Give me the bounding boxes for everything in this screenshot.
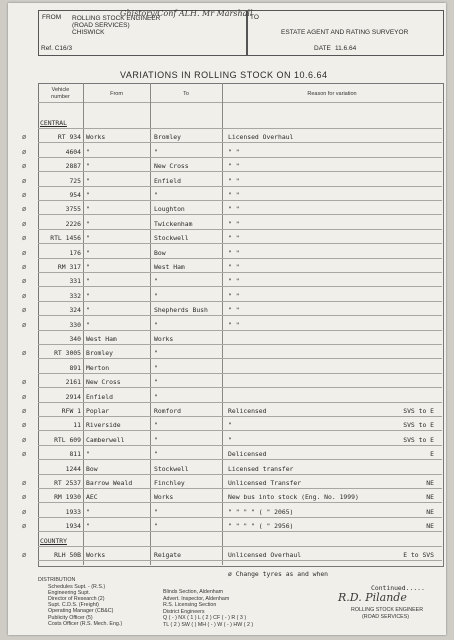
date-value: 11.6.64 bbox=[335, 45, 357, 52]
reason-cell: " " bbox=[228, 306, 240, 315]
from-cell: Bromley bbox=[86, 349, 113, 358]
row-rule bbox=[38, 474, 442, 475]
vehicle-number: 1244 bbox=[65, 464, 81, 473]
distribution-right-item: R.S. Licensing Section bbox=[163, 602, 217, 609]
from-label: FROM bbox=[42, 14, 62, 21]
row-rule bbox=[38, 560, 442, 561]
row-tick: ø bbox=[22, 507, 27, 516]
reason-cell: " " bbox=[228, 162, 240, 171]
distribution-left-item: Operating Manager (CB&C) bbox=[48, 608, 114, 615]
from-cell: Poplar bbox=[86, 407, 110, 415]
to-cell: " bbox=[154, 507, 158, 516]
from-cell: Riverside bbox=[86, 421, 121, 430]
to-cell: Finchley bbox=[154, 479, 185, 487]
col-header-vehicle bbox=[38, 87, 83, 100]
distribution-right-item: Q ( - ) NX ( 1 ) L ( 2 ) CF ( - ) R ( 3 ) bbox=[163, 615, 247, 622]
row-rule bbox=[38, 459, 442, 460]
row-rule bbox=[38, 128, 442, 129]
row-rule bbox=[38, 272, 442, 273]
row-tick: ø bbox=[22, 493, 27, 502]
row-tick: ø bbox=[22, 234, 27, 243]
to-cell: Twickenham bbox=[154, 219, 193, 228]
to-cell: West Ham bbox=[154, 263, 185, 271]
from-cell: Works bbox=[86, 133, 106, 142]
to-cell: Bromley bbox=[154, 133, 181, 142]
row-rule bbox=[38, 142, 442, 143]
from-cell: Camberwell bbox=[86, 435, 125, 444]
from-cell: " bbox=[86, 522, 90, 531]
row-tick: ø bbox=[22, 219, 27, 228]
extra-cell: SVS to E bbox=[403, 407, 434, 415]
extra-cell: NE bbox=[426, 479, 434, 487]
reason-cell: " " bbox=[228, 234, 240, 243]
row-rule bbox=[38, 430, 442, 431]
row-tick: ø bbox=[22, 320, 27, 329]
to-cell: " bbox=[154, 421, 158, 430]
distribution-left-item: Publicity Officer (5) bbox=[48, 614, 93, 621]
to-cell: Romford bbox=[154, 407, 181, 415]
to-cell: Shepherds Bush bbox=[154, 306, 208, 315]
to-cell: " bbox=[154, 522, 158, 531]
reason-cell: " bbox=[228, 421, 232, 430]
to-cell: " bbox=[154, 147, 158, 156]
from-cell: " bbox=[86, 191, 90, 199]
vehicle-number: 2226 bbox=[65, 219, 81, 228]
distribution-title: DISTRIBUTION bbox=[38, 577, 76, 583]
from-cell: " bbox=[86, 507, 90, 516]
vehicle-number: RM 317 bbox=[57, 263, 81, 271]
distribution-left-item: Director of Research (2) bbox=[48, 596, 105, 603]
distribution-left-item: Engineering Supt. bbox=[48, 590, 91, 597]
distribution-right-item: TL ( 2 ) SW ( ) MH ( - ) W ( - ) HW ( 2 ) bbox=[163, 622, 254, 628]
row-rule bbox=[38, 330, 442, 331]
row-tick: ø bbox=[22, 263, 27, 271]
to-cell: Enfield bbox=[154, 176, 181, 185]
row-tick: ø bbox=[22, 407, 27, 415]
ref-label: Ref. C16/3 bbox=[41, 45, 73, 52]
section-heading: CENTRAL bbox=[40, 119, 67, 127]
vehicle-number: RFW 1 bbox=[61, 407, 81, 415]
to-cell: " bbox=[154, 435, 158, 444]
to-cell: " bbox=[154, 320, 158, 329]
extra-cell: SVS to E bbox=[403, 435, 434, 444]
signature-line-1: ROLLING STOCK ENGINEER bbox=[351, 607, 424, 613]
header-rule bbox=[38, 102, 442, 103]
row-rule bbox=[38, 258, 442, 259]
continued-label: Continued..... bbox=[371, 584, 425, 592]
row-tick: ø bbox=[22, 522, 27, 531]
from-cell: " bbox=[86, 291, 90, 300]
distribution-right-item: Blinds Section, Aldenham bbox=[163, 589, 224, 595]
row-rule bbox=[38, 531, 442, 532]
row-rule bbox=[38, 488, 442, 489]
row-tick: ø bbox=[22, 277, 27, 286]
vehicle-number: 332 bbox=[69, 291, 81, 300]
vehicle-number: RT 934 bbox=[57, 133, 81, 142]
row-rule bbox=[38, 344, 442, 345]
row-tick: ø bbox=[22, 248, 27, 257]
row-rule bbox=[38, 358, 442, 359]
to-cell: Stockwell bbox=[154, 234, 189, 243]
document-sheet bbox=[8, 3, 446, 635]
vehicle-number: RT 2537 bbox=[54, 479, 81, 487]
reason-cell: " " bbox=[228, 176, 240, 185]
from-cell: Merton bbox=[86, 363, 110, 372]
row-tick: ø bbox=[22, 435, 27, 444]
vehicle-number: 3755 bbox=[65, 205, 81, 214]
row-rule bbox=[38, 200, 442, 201]
to-cell: Works bbox=[154, 493, 174, 502]
row-rule bbox=[38, 229, 442, 230]
row-tick: ø bbox=[22, 176, 27, 185]
row-tick: ø bbox=[22, 378, 27, 387]
row-tick: ø bbox=[22, 421, 27, 430]
extra-cell: NE bbox=[426, 493, 434, 502]
vehicle-number: RTL 609 bbox=[54, 435, 81, 444]
row-rule bbox=[38, 214, 442, 215]
to-cell: New Cross bbox=[154, 162, 189, 171]
extra-cell: SVS to E bbox=[403, 421, 434, 430]
from-cell: " bbox=[86, 263, 90, 271]
distribution-left-item: Costs Officer (R.S. Mech. Eng.) bbox=[48, 620, 123, 627]
col-divider-3 bbox=[222, 83, 223, 565]
vehicle-number: 954 bbox=[69, 191, 81, 199]
distribution-left-item: Schedules Supt. - (R.S.) bbox=[48, 584, 106, 590]
vehicle-number: 2887 bbox=[65, 162, 81, 171]
vehicle-number: RT 3005 bbox=[54, 349, 81, 358]
row-tick: ø bbox=[22, 191, 27, 199]
col-header-vehicle-line-1: Vehicle bbox=[51, 87, 70, 93]
row-rule bbox=[38, 315, 442, 316]
reason-cell: Delicensed bbox=[228, 450, 267, 459]
footnote: ø Change tyres as and when bbox=[228, 570, 329, 578]
row-rule bbox=[38, 546, 442, 547]
to-cell: " bbox=[154, 363, 158, 372]
row-tick: ø bbox=[22, 551, 27, 559]
to-label: TO bbox=[250, 14, 259, 21]
reason-cell: Unlicensed Overhaul bbox=[228, 551, 302, 559]
vehicle-number: 1934 bbox=[65, 522, 81, 531]
row-rule bbox=[38, 157, 442, 158]
reason-cell: " " bbox=[228, 263, 240, 271]
to-line: ESTATE AGENT AND RATING SURVEYOR bbox=[281, 29, 409, 36]
vehicle-number: 891 bbox=[69, 363, 81, 372]
row-rule bbox=[38, 502, 442, 503]
row-rule bbox=[38, 243, 442, 244]
vehicle-number: 11 bbox=[73, 421, 81, 430]
reason-cell: " bbox=[228, 435, 232, 444]
row-tick: ø bbox=[22, 349, 27, 358]
date-label: DATE bbox=[314, 45, 331, 52]
col-divider-1 bbox=[83, 83, 84, 565]
to-cell: " bbox=[154, 378, 158, 387]
to-cell: " bbox=[154, 392, 158, 401]
to-cell: " bbox=[154, 450, 158, 459]
from-cell: " bbox=[86, 320, 90, 329]
row-rule bbox=[38, 517, 442, 518]
from-cell: New Cross bbox=[86, 378, 121, 387]
reason-cell: " " bbox=[228, 147, 240, 156]
vehicle-number: 330 bbox=[69, 320, 81, 329]
handwritten-note: Ghistory/Conf ALH. Mr Marshall bbox=[120, 9, 253, 18]
from-cell: Enfield bbox=[86, 392, 113, 401]
from-cell: " bbox=[86, 248, 90, 257]
vehicle-number: 2161 bbox=[65, 378, 81, 387]
distribution-right-item: District Engineers bbox=[163, 608, 205, 615]
reason-cell: " " bbox=[228, 320, 240, 329]
row-rule bbox=[38, 186, 442, 187]
col-header-to: To bbox=[183, 91, 189, 97]
row-tick: ø bbox=[22, 291, 27, 300]
vehicle-number: 811 bbox=[69, 450, 81, 459]
from-cell: Bow bbox=[86, 464, 98, 473]
row-tick: ø bbox=[22, 147, 27, 156]
row-rule bbox=[38, 416, 442, 417]
vehicle-number: 324 bbox=[69, 306, 81, 315]
row-tick: ø bbox=[22, 133, 27, 142]
vehicle-number: 331 bbox=[69, 277, 81, 286]
row-rule bbox=[38, 171, 442, 172]
row-tick: ø bbox=[22, 479, 27, 487]
from-cell: West Ham bbox=[86, 335, 117, 343]
to-cell: " bbox=[154, 291, 158, 300]
row-tick: ø bbox=[22, 306, 27, 315]
from-line-3: CHISWICK bbox=[72, 29, 105, 36]
vehicle-number: 176 bbox=[69, 248, 81, 257]
reason-cell: " " bbox=[228, 191, 240, 199]
vehicle-number: 725 bbox=[69, 176, 81, 185]
row-rule bbox=[38, 402, 442, 403]
row-rule bbox=[38, 286, 442, 287]
row-tick: ø bbox=[22, 392, 27, 401]
to-cell: " bbox=[154, 191, 158, 199]
reason-cell: " " " " ( " 2065) bbox=[228, 507, 294, 516]
row-rule bbox=[38, 301, 442, 302]
row-tick: ø bbox=[22, 450, 27, 459]
vehicle-number: RLH 50B bbox=[54, 551, 81, 559]
extra-cell: E bbox=[430, 450, 434, 459]
from-cell: " bbox=[86, 277, 90, 286]
from-cell: AEC bbox=[86, 493, 98, 502]
to-cell: Loughton bbox=[154, 205, 185, 214]
reason-cell: " " bbox=[228, 291, 240, 300]
row-tick: ø bbox=[22, 205, 27, 214]
from-cell: " bbox=[86, 234, 90, 243]
reason-cell: " " bbox=[228, 219, 240, 228]
reason-cell: " " bbox=[228, 205, 240, 214]
to-cell: Works bbox=[154, 335, 174, 343]
vehicle-number: 1933 bbox=[65, 507, 81, 516]
vehicle-number: RM 1930 bbox=[54, 493, 81, 502]
from-cell: " bbox=[86, 147, 90, 156]
reason-cell: " " " " ( " 2956) bbox=[228, 522, 294, 531]
reason-cell: Unlicensed Transfer bbox=[228, 479, 302, 487]
from-cell: " bbox=[86, 306, 90, 315]
to-cell: Bow bbox=[154, 248, 166, 257]
vehicle-number: RTL 1456 bbox=[50, 234, 81, 243]
from-line-2: (ROAD SERVICES) bbox=[72, 22, 130, 29]
from-cell: " bbox=[86, 219, 90, 228]
reason-cell: Licensed transfer bbox=[228, 464, 294, 473]
col-header-from: From bbox=[110, 91, 123, 97]
signature-line-2: (ROAD SERVICES) bbox=[362, 614, 409, 620]
section-heading: COUNTRY bbox=[40, 536, 67, 545]
vehicle-number: 4604 bbox=[65, 147, 81, 156]
extra-cell: NE bbox=[426, 507, 434, 516]
row-rule bbox=[38, 445, 442, 446]
from-cell: Barrow Weald bbox=[86, 479, 133, 487]
to-cell: " bbox=[154, 277, 158, 286]
reason-cell: New bus into stock (Eng. No. 1999) bbox=[228, 493, 359, 502]
col-divider-2 bbox=[150, 83, 151, 565]
reason-cell: Licensed Overhaul bbox=[228, 133, 294, 142]
reason-cell: " " bbox=[228, 248, 240, 257]
from-cell: " bbox=[86, 176, 90, 185]
extra-cell: NE bbox=[426, 522, 434, 531]
row-rule bbox=[38, 373, 442, 374]
row-rule bbox=[38, 387, 442, 388]
from-cell: " bbox=[86, 450, 90, 459]
to-cell: Stockwell bbox=[154, 464, 189, 473]
reason-cell: Relicensed bbox=[228, 407, 267, 415]
from-cell: " bbox=[86, 205, 90, 214]
page-title: VARIATIONS IN ROLLING STOCK ON 10.6.64 bbox=[120, 70, 328, 80]
from-cell: Works bbox=[86, 551, 106, 559]
vehicle-number: 2914 bbox=[65, 392, 81, 401]
from-line-1: ROLLING STOCK ENGINEER bbox=[72, 15, 161, 22]
from-cell: " bbox=[86, 162, 90, 171]
reason-cell: " " bbox=[228, 277, 240, 286]
extra-cell: E to SVS bbox=[403, 551, 434, 559]
to-cell: " bbox=[154, 349, 158, 358]
col-header-reason: Reason for variation bbox=[307, 91, 357, 97]
distribution-left-item: Supt. C.D.S. (Freight) bbox=[48, 602, 99, 609]
row-tick: ø bbox=[22, 162, 27, 171]
to-cell: Reigate bbox=[154, 551, 181, 559]
vehicle-number: 340 bbox=[69, 335, 81, 343]
signature: R.D. Pilande bbox=[338, 591, 407, 604]
col-header-vehicle-line-2: number bbox=[51, 93, 70, 100]
distribution-right-item: Advert. Inspector, Aldenham bbox=[163, 595, 230, 602]
